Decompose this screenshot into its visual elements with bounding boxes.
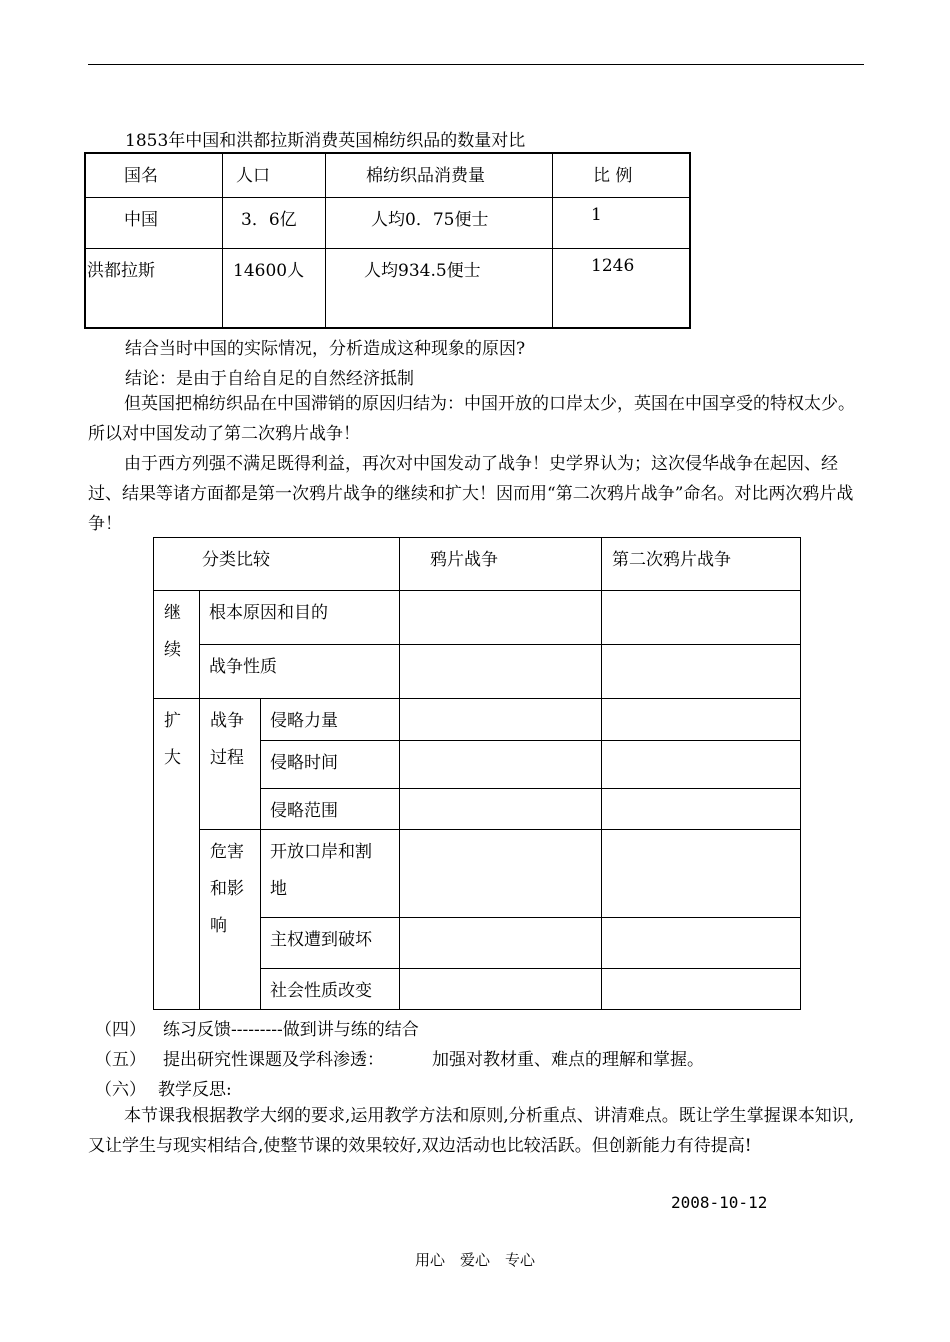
cell-empty	[400, 918, 602, 969]
date-stamp: 2008-10-12	[671, 1193, 768, 1212]
cell-empty	[400, 830, 602, 918]
cell-ratio-honduras: 1246	[591, 256, 635, 276]
cell-empty	[400, 789, 602, 830]
cell-consumption-honduras: 人均934.5便士	[364, 261, 481, 281]
header-category: 分类比较	[154, 538, 400, 591]
row-open-ports-line-1: 开放口岸和割	[270, 842, 372, 862]
subgroup-harm-line-1: 危害	[210, 842, 244, 862]
header-ratio: 比 例	[593, 166, 633, 186]
cell-empty	[602, 969, 801, 1010]
cell-country-honduras: 洪都拉斯	[87, 261, 155, 281]
section-6-number: （六）	[95, 1080, 146, 1100]
header-population: 人口	[236, 166, 270, 186]
group-continuation-char-1: 继	[164, 603, 181, 623]
cell-consumption-china: 人均0．75便士	[371, 210, 489, 230]
section-6-text: 教学反思:	[158, 1080, 232, 1100]
header-rule	[88, 64, 864, 65]
cell-empty	[400, 969, 602, 1010]
cell-ratio-china: 1	[591, 205, 602, 225]
group-continuation	[154, 591, 200, 699]
subgroup-war-process	[200, 699, 261, 830]
subgroup-war-process-line-1: 战争	[210, 711, 244, 731]
header-country: 国名	[124, 166, 158, 186]
row-invasion-force: 侵略力量	[261, 699, 400, 741]
header-second-opium-war: 第二次鸦片战争	[602, 538, 801, 591]
question-text: 结合当时中国的实际情况，分析造成这种现象的原因?	[125, 339, 526, 359]
cell-country-china: 中国	[124, 210, 158, 230]
section-5-extra: 加强对教材重、难点的理解和掌握。	[432, 1050, 704, 1070]
section-4-number: （四）	[95, 1020, 146, 1040]
paragraph-reason: 但英国把棉纺织品在中国滞销的原因归结为：中国开放的口岸太少，英国在中国享受的特权太少。所以对中国发动了第二次鸦片战争！	[88, 394, 855, 444]
cell-empty	[602, 789, 801, 830]
row-social-nature: 社会性质改变	[261, 969, 400, 1010]
row-invasion-scope: 侵略范围	[261, 789, 400, 830]
cell-empty	[400, 741, 602, 789]
group-expansion	[154, 699, 200, 1010]
section-4-text: 练习反馈---------做到讲与练的结合	[163, 1020, 419, 1040]
cell-empty	[602, 645, 801, 699]
row-open-ports	[261, 830, 400, 918]
paragraph-second-war: 由于西方列强不满足既得利益，再次对中国发动了战争！史学界认为；这次侵华战争在起因、经过、结果等诸方面都是第一次鸦片战争的继续和扩大！因而用“第二次鸦片战争”命名。对比两次鸦片战争！	[88, 454, 854, 534]
subgroup-war-process-line-2: 过程	[210, 748, 244, 768]
group-expansion-char-2: 大	[164, 748, 181, 768]
row-war-nature: 战争性质	[200, 645, 400, 699]
cell-empty	[602, 699, 801, 741]
section-5-text: 提出研究性课题及学科渗透：	[163, 1050, 384, 1070]
table1-caption: 1853年中国和洪都拉斯消费英国棉纺织品的数量对比	[125, 131, 526, 151]
subgroup-harm-line-3: 响	[210, 916, 227, 936]
group-continuation-char-2: 续	[164, 640, 181, 660]
cell-empty	[400, 645, 602, 699]
conclusion-text: 结论：是由于自给自足的自然经济抵制	[125, 369, 414, 389]
subgroup-harm	[200, 830, 261, 1010]
comparison-table	[153, 537, 801, 1010]
page-footer: 用心 爱心 专心	[414, 1251, 535, 1269]
cell-empty	[400, 699, 602, 741]
row-invasion-time: 侵略时间	[261, 741, 400, 789]
cell-empty	[400, 591, 602, 645]
row-root-cause: 根本原因和目的	[200, 591, 400, 645]
header-consumption: 棉纺织品消费量	[366, 166, 485, 186]
reflection-paragraph: 本节课我根据教学大纲的要求,运用教学方法和原则,分析重点、讲清难点。既让学生掌握课本知识,又让学生与现实相结合,使整节课的效果较好,双边活动也比较活跃。但创新能力有待提高!	[88, 1106, 855, 1156]
cell-empty	[602, 741, 801, 789]
group-expansion-char-1: 扩	[164, 711, 181, 731]
subgroup-harm-line-2: 和影	[210, 879, 244, 899]
cell-population-honduras: 14600人	[233, 261, 305, 281]
row-sovereignty: 主权遭到破坏	[261, 918, 400, 969]
row-open-ports-line-2: 地	[270, 879, 287, 899]
header-opium-war: 鸦片战争	[400, 538, 602, 591]
cell-empty	[602, 591, 801, 645]
consumption-table	[84, 152, 691, 329]
section-5-number: （五）	[95, 1050, 146, 1070]
cell-population-china: 3．6亿	[241, 210, 297, 230]
cell-empty	[602, 918, 801, 969]
cell-empty	[602, 830, 801, 918]
